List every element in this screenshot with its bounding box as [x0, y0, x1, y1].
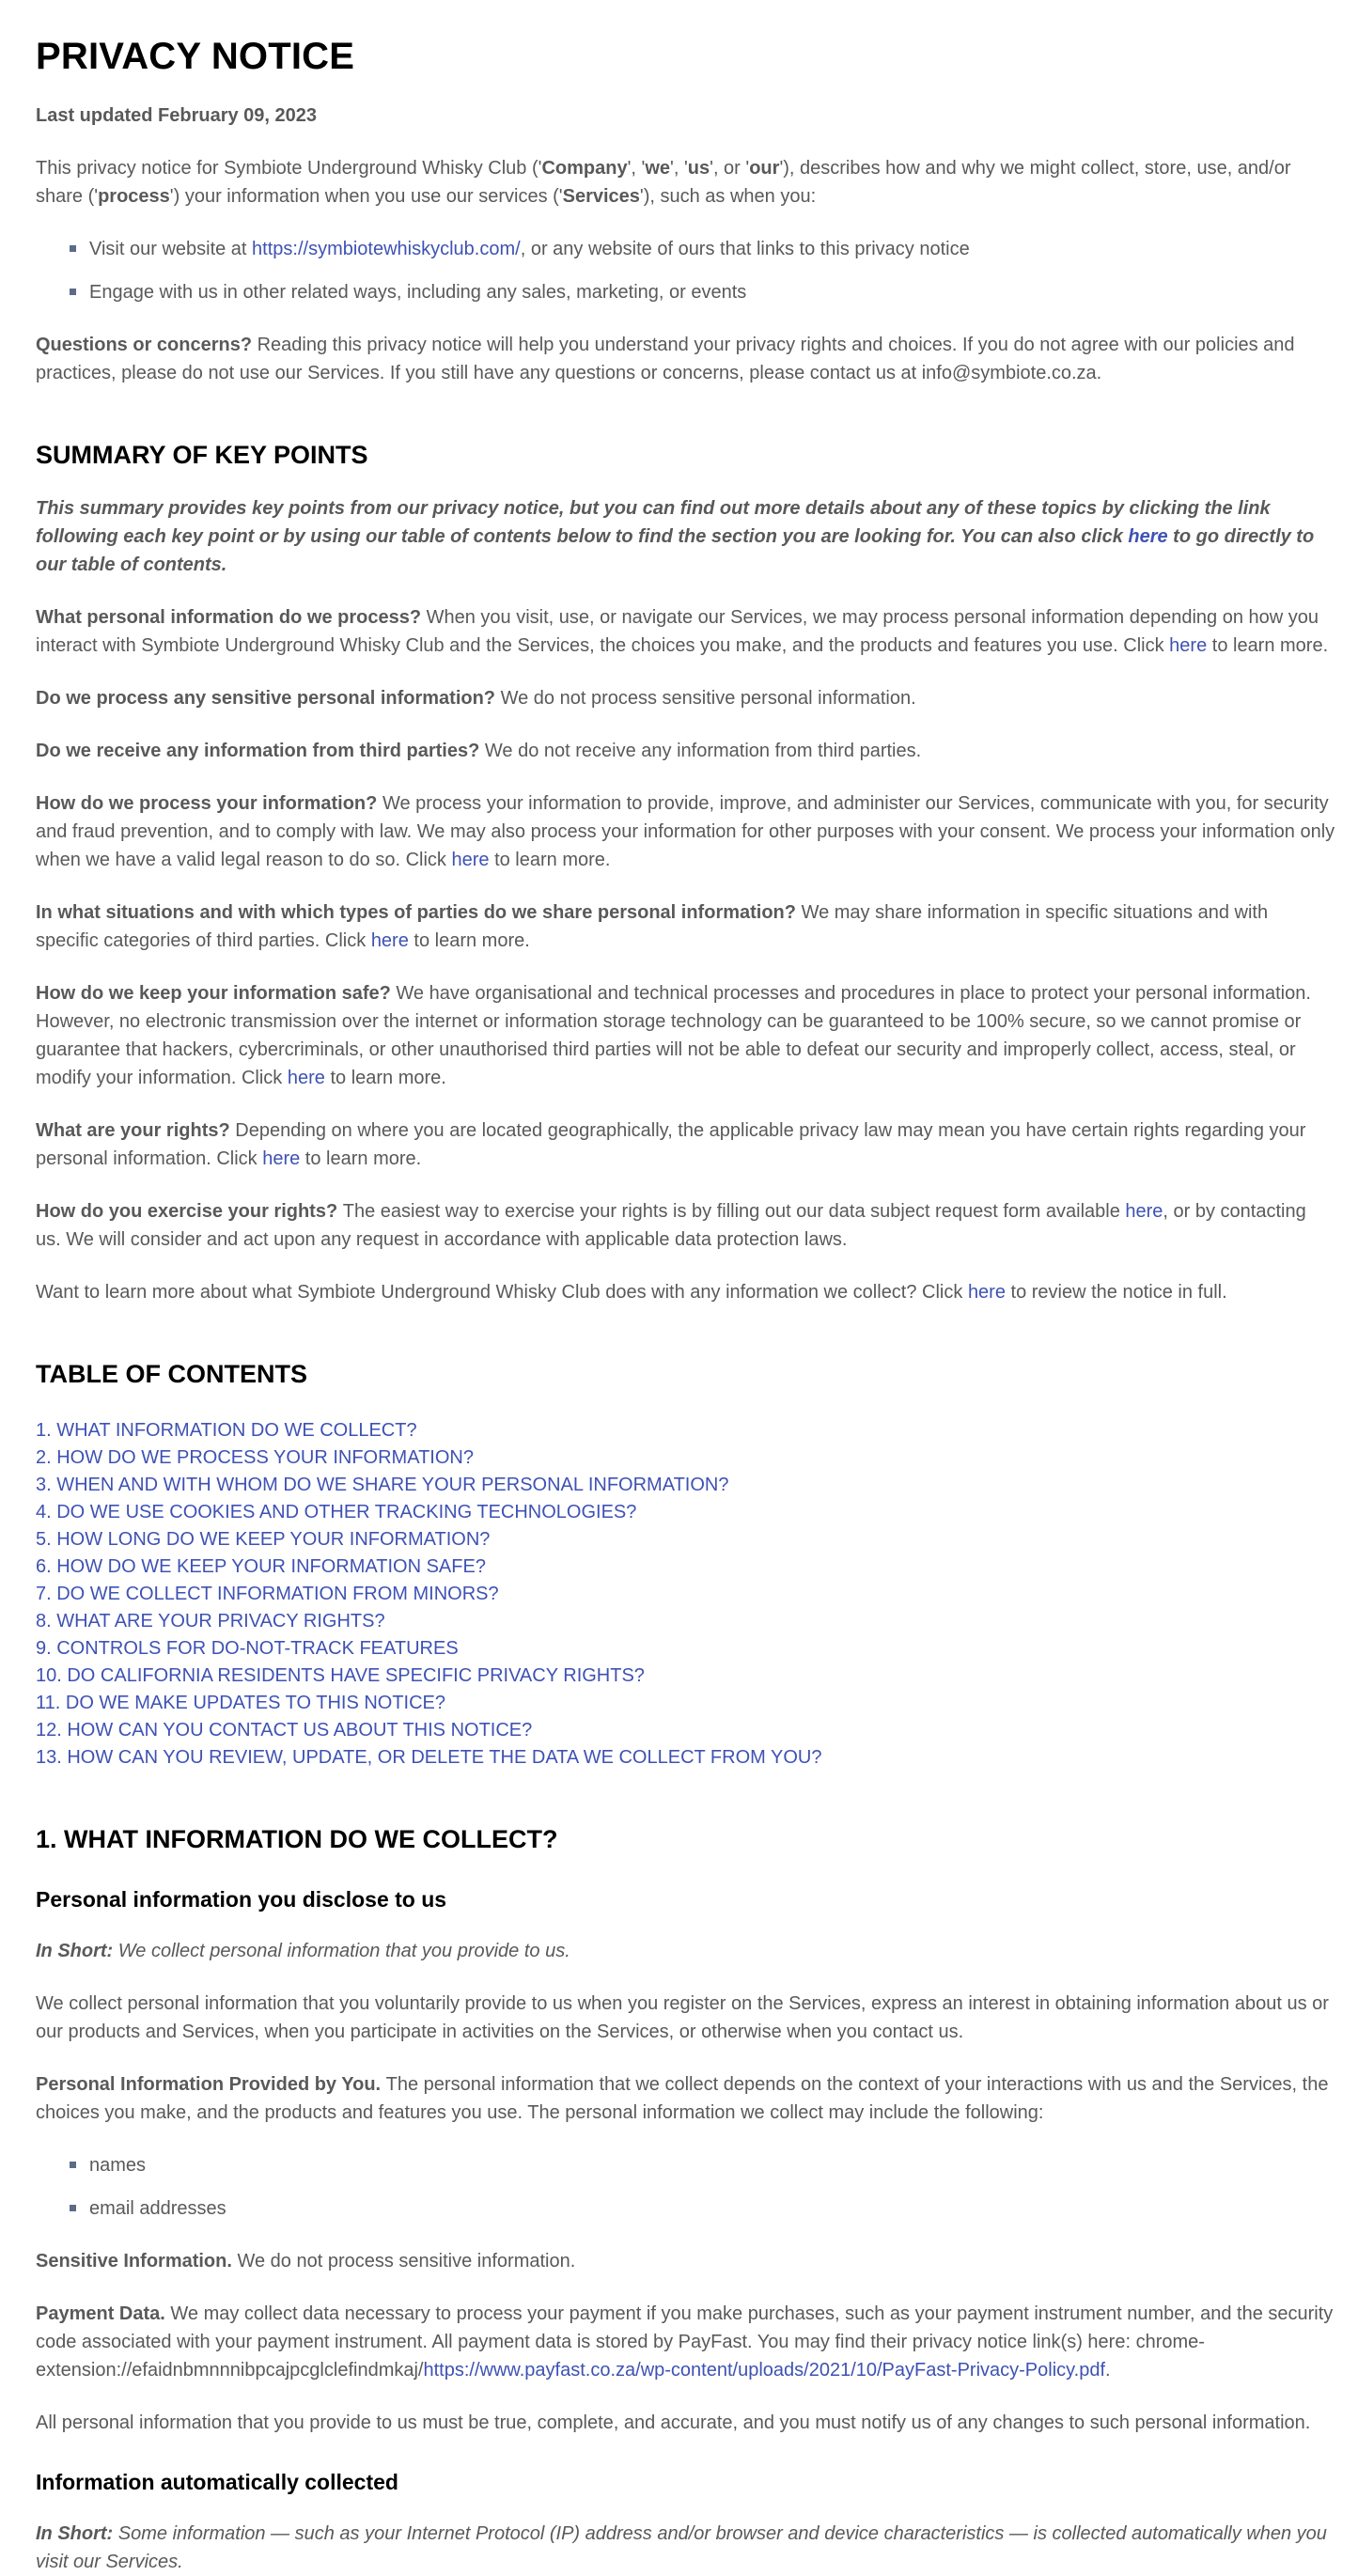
text-run: All personal information that you provide to us must be true, complete, and accurate, and you must notify us of any changes to such personal information. — [36, 2412, 1311, 2433]
accuracy-paragraph — [36, 2409, 1335, 2437]
in-short-text: Some information — such as your Internet Protocol (IP) address and/or browser and device characteristics — is collected automatically when you visit our Services. — [36, 2523, 1327, 2572]
list-item-names — [89, 2151, 1335, 2179]
toc-item — [36, 1690, 1335, 1717]
toc-link-11[interactable]: 11. DO WE MAKE UPDATES TO THIS NOTICE? — [36, 1693, 446, 1713]
subheading-information-automatically-collected: Information automatically collected — [36, 2470, 398, 2494]
toc-item — [36, 1499, 1335, 1526]
text-run: We do not receive any information from third parties. — [484, 741, 922, 761]
text-run: Want to learn more about what Symbiote Underground Whisky Club does with any information we collect? Click — [36, 1282, 968, 1303]
toc-link-10[interactable]: 10. DO CALIFORNIA RESIDENTS HAVE SPECIFIC PRIVACY RIGHTS? — [36, 1665, 645, 1686]
text-run: , or by contacting us. We will consider and act upon any request in accordance with applicable data protection laws. — [36, 1201, 1306, 1250]
text-run: '), describes how and why we might collect, store, use, and/or share (' — [36, 158, 1291, 207]
toc-link-1[interactable]: 1. WHAT INFORMATION DO WE COLLECT? — [36, 1420, 417, 1441]
toc-item — [36, 1717, 1335, 1744]
term-us: us — [687, 158, 710, 179]
paragraph-lead: Payment Data. — [36, 2303, 171, 2324]
key-point-sharing — [36, 898, 1335, 955]
toc-item — [36, 1608, 1335, 1635]
key-point-learn-more — [36, 1278, 1335, 1306]
payment-data-paragraph — [36, 2300, 1335, 2384]
payfast-privacy-policy-link[interactable]: https://www.payfast.co.za/wp-content/uploads/2021/10/PayFast-Privacy-Policy.pdf — [423, 2360, 1106, 2381]
term-company: Company — [541, 158, 628, 179]
key-point-lead: How do you exercise your rights? — [36, 1201, 343, 1222]
text-run: Engage with us in other related ways, including any sales, marketing, or events — [89, 282, 747, 303]
text-run: '), such as when you: — [639, 186, 817, 207]
toc-link-2[interactable]: 2. HOW DO WE PROCESS YOUR INFORMATION? — [36, 1447, 474, 1468]
text-run: email addresses — [89, 2198, 226, 2219]
text-run: We do not process sensitive information. — [237, 2251, 576, 2272]
toc-item — [36, 1472, 1335, 1499]
text-run: The personal information that we collect depends on the context of your interactions with us and the Services, the choices you make, and the products and features you use. The personal information we collect may include the following: — [36, 2074, 1329, 2123]
website-link[interactable]: https://symbiotewhiskyclub.com/ — [252, 239, 521, 259]
section-1-heading: 1. WHAT INFORMATION DO WE COLLECT? — [36, 1825, 558, 1853]
toc-item — [36, 1526, 1335, 1553]
text-run: We may collect data necessary to process your payment if you make purchases, such as your payment instrument number, and the security code associated with your payment instrument. All payment data is stored by PayFast. You may find their privacy notice link(s) here: chrome-extension://efaidnbmnnnibpcajpcglclefindmkaj/ — [36, 2303, 1334, 2381]
table-of-contents — [36, 1417, 1335, 1772]
text-run: to learn more. — [408, 930, 530, 951]
key-point-lead: What are your rights? — [36, 1120, 236, 1141]
in-short-1 — [36, 1937, 1335, 1965]
in-short-label: In Short: — [36, 1941, 118, 1961]
key-point-third-parties — [36, 737, 1335, 765]
here-link[interactable]: here — [1125, 1201, 1163, 1222]
key-point-lead: Do we receive any information from third parties? — [36, 741, 485, 761]
list-item-email-addresses — [89, 2194, 1335, 2223]
toc-link-6[interactable]: 6. HOW DO WE KEEP YOUR INFORMATION SAFE? — [36, 1556, 486, 1577]
sensitive-information-paragraph — [36, 2247, 1335, 2275]
toc-item — [36, 1444, 1335, 1472]
term-services: Services — [562, 186, 640, 207]
here-link[interactable]: here — [287, 1068, 325, 1088]
key-point-lead: Do we process any sensitive personal information? — [36, 688, 501, 709]
list-item-visit-website — [89, 235, 1335, 263]
toc-link-13[interactable]: 13. HOW CAN YOU REVIEW, UPDATE, OR DELETE THE DATA WE COLLECT FROM YOU? — [36, 1747, 822, 1768]
toc-link-12[interactable]: 12. HOW CAN YOU CONTACT US ABOUT THIS NOTICE? — [36, 1720, 533, 1741]
toc-link-9[interactable]: 9. CONTROLS FOR DO-NOT-TRACK FEATURES — [36, 1638, 459, 1659]
text-run: to review the notice in full. — [1005, 1282, 1227, 1303]
paragraph-lead: Personal Information Provided by You. — [36, 2074, 386, 2095]
text-run: We have organisational and technical processes and procedures in place to protect your personal information. However, no electronic transmission over the internet or information storage technology can be guaranteed to be 100% secure, so we cannot promise or guarantee that hackers, cybercriminals, or other unauthorised third parties will not be able to defeat our security and improperly collect, access, steal, or modify your information. Click — [36, 983, 1311, 1088]
text-run: to go directly to our table of contents. — [36, 526, 1315, 575]
text-run: Visit our website at — [89, 239, 253, 259]
here-link[interactable]: here — [370, 930, 409, 951]
text-run: to learn more. — [489, 850, 611, 870]
here-link[interactable]: here — [451, 850, 490, 870]
text-run: We collect personal information that you voluntarily provide to us when you register on the Services, express an interest in obtaining information about us or our products and Services, when you participate in activities on the Services, or otherwise when you contact us. — [36, 1993, 1329, 2042]
key-point-lead: What personal information do we process? — [36, 607, 427, 628]
text-run: Depending on where you are located geographically, the applicable privacy law may mean you have certain rights regarding your personal information. Click — [36, 1120, 1306, 1169]
voluntary-info-paragraph — [36, 1990, 1335, 2046]
toc-item — [36, 1581, 1335, 1608]
term-we: we — [645, 158, 671, 179]
text-run: Reading this privacy notice will help you understand your privacy rights and choices. If you do not agree with our policies and practices, please do not use our Services. If you still have any questions or concerns, please contact us at info@symbiote.co.za. — [36, 335, 1295, 383]
in-short-2 — [36, 2520, 1335, 2576]
here-link-table-of-contents[interactable]: here — [1128, 526, 1168, 547]
text-run: to learn more. — [1207, 635, 1329, 656]
text-run: . — [1105, 2360, 1111, 2381]
toc-link-3[interactable]: 3. WHEN AND WITH WHOM DO WE SHARE YOUR PERSONAL INFORMATION? — [36, 1475, 729, 1495]
text-run: This privacy notice for Symbiote Underground Whisky Club (' — [36, 158, 542, 179]
text-run: to learn more. — [324, 1068, 446, 1088]
text-run: This summary provides key points from our privacy notice, but you can find out more details about any of these topics by clicking the link following each key point or by using our table of contents below to find the section you are looking for. You can also click — [36, 498, 1271, 547]
key-point-sensitive-information — [36, 684, 1335, 712]
text-run: ', ' — [670, 158, 688, 179]
questions-paragraph — [36, 331, 1335, 387]
summary-heading: SUMMARY OF KEY POINTS — [36, 441, 368, 469]
text-run: ', ' — [627, 158, 646, 179]
key-point-your-rights — [36, 1116, 1335, 1173]
key-point-lead: How do we process your information? — [36, 793, 382, 814]
toc-link-8[interactable]: 8. WHAT ARE YOUR PRIVACY RIGHTS? — [36, 1611, 385, 1631]
in-short-label: In Short: — [36, 2523, 118, 2544]
in-short-text: We collect personal information that you provide to us. — [117, 1941, 570, 1961]
toc-item — [36, 1553, 1335, 1581]
term-our: our — [749, 158, 780, 179]
toc-link-5[interactable]: 5. HOW LONG DO WE KEEP YOUR INFORMATION? — [36, 1529, 491, 1550]
key-point-lead: In what situations and with which types of parties do we share personal information? — [36, 902, 802, 923]
toc-link-4[interactable]: 4. DO WE USE COOKIES AND OTHER TRACKING TECHNOLOGIES? — [36, 1502, 637, 1522]
text-run: names — [89, 2155, 147, 2176]
text-run: The easiest way to exercise your rights is by filling out our data subject request form available — [342, 1201, 1126, 1222]
text-run: ', or ' — [710, 158, 750, 179]
term-process: process — [98, 186, 170, 207]
when-you-list — [36, 235, 1335, 306]
personal-info-list — [36, 2151, 1335, 2223]
here-link[interactable]: here — [967, 1282, 1006, 1303]
text-run: We do not process sensitive personal information. — [500, 688, 916, 709]
page-title: PRIVACY NOTICE — [36, 36, 355, 77]
toc-link-7[interactable]: 7. DO WE COLLECT INFORMATION FROM MINORS? — [36, 1584, 499, 1604]
questions-lead: Questions or concerns? — [36, 335, 258, 355]
here-link[interactable]: here — [262, 1148, 301, 1169]
personal-info-provided-paragraph — [36, 2070, 1335, 2127]
text-run: We process your information to provide, improve, and administer our Services, communicate with you, for security and fraud prevention, and to comply with law. We may also process your information for other purposes with your consent. We process your information only when we have a valid legal reason to do so. Click — [36, 793, 1335, 870]
key-point-personal-information — [36, 603, 1335, 660]
list-item-engage — [89, 278, 1335, 306]
paragraph-lead: Sensitive Information. — [36, 2251, 238, 2272]
text-run: to learn more. — [300, 1148, 422, 1169]
summary-lede — [36, 494, 1335, 579]
key-point-exercise-rights — [36, 1197, 1335, 1254]
key-point-lead: How do we keep your information safe? — [36, 983, 397, 1004]
toc-item — [36, 1417, 1335, 1444]
text-run: ') your information when you use our services (' — [169, 186, 563, 207]
toc-item — [36, 1663, 1335, 1690]
last-updated: Last updated February 09, 2023 — [36, 105, 318, 126]
text-run: , or any website of ours that links to this privacy notice — [520, 239, 970, 259]
key-point-how-we-process — [36, 789, 1335, 874]
text-run: We may share information in specific situations and with specific categories of third parties. Click — [36, 902, 1269, 951]
text-run: When you visit, use, or navigate our Services, we may process personal information depending on how you interact with Symbiote Underground Whisky Club and the Services, the choices you make, and the products and features you use. Click — [36, 607, 1319, 656]
toc-item — [36, 1744, 1335, 1772]
subheading-personal-info-disclosed: Personal information you disclose to us — [36, 1887, 447, 1912]
intro-paragraph — [36, 154, 1335, 211]
toc-heading: TABLE OF CONTENTS — [36, 1360, 307, 1388]
key-point-information-safe — [36, 979, 1335, 1092]
here-link[interactable]: here — [1169, 635, 1208, 656]
toc-item — [36, 1635, 1335, 1663]
